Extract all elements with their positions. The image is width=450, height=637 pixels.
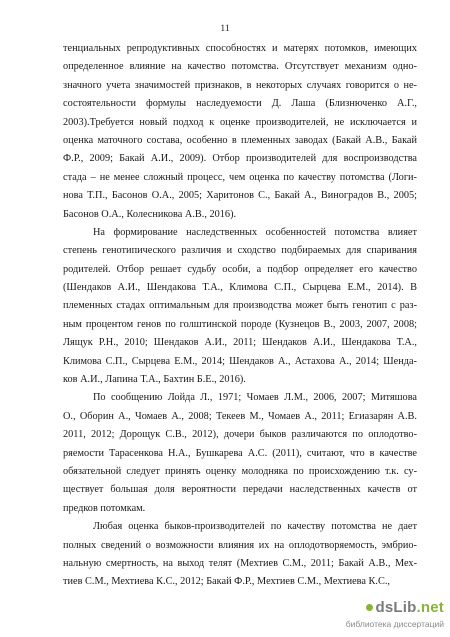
text-line: тиев С.М., Мехтиева К.С., 2012; Бакай Ф.Р., Мехтиев С.М., Мехтиева К.С., <box>63 576 390 588</box>
text-line: Климова С.П., Сырцева Е.М., 2014; Шендаков А., Астахова А., 2014; Шенда- <box>63 355 417 367</box>
paragraph <box>63 224 417 390</box>
text-line: состоятельности формулы наследуемости Д. Лаша (Близнюченко А.Г., <box>63 98 417 110</box>
text-line: стада – не менее сложный процесс, чем оценка по качеству потомства (Логи- <box>63 171 417 183</box>
page-number: 11 <box>220 24 230 34</box>
watermark-logo-suffix: .net <box>416 599 444 616</box>
text-line: степень генотипического различия и сходство подбираемых для спаривания <box>63 245 417 257</box>
text-line: нальную смертность, на выход телят (Мехтиев С.М., 2011; Бакай А.В., Мех- <box>63 557 417 569</box>
watermark-dot-icon <box>366 604 373 611</box>
body-text <box>63 40 417 592</box>
text-line: На формирование наследственных особенностей потомства влияет <box>93 226 417 238</box>
text-line: тенциальных репродуктивных способностях и матерях потомков, имеющих <box>63 43 417 54</box>
text-line: Ф.Р., 2009; Бакай А.И., 2009). Отбор производителей для воспроизводства <box>63 153 417 165</box>
paragraph <box>63 389 417 518</box>
text-line: оценка маточного состава, особенно в племенных заводах (Бакай А.В., Бакай <box>63 134 417 146</box>
text-line: Любая оценка быков-производителей по качеству потомства не дает <box>93 521 417 533</box>
text-line: Лящук Р.Н., 2010; Шендаков А.И., 2011; Шендаков А.И., Шендакова Т.А., <box>63 337 417 349</box>
watermark-caption: библиотека диссертаций <box>345 619 444 629</box>
text-line: Басонов О.А., Колесникова А.В., 2016). <box>63 208 237 220</box>
text-line: нова Т.П., Басонов О.А., 2005; Харитонов С., Бакай А., Виноградов В., 2005; <box>63 190 417 202</box>
watermark-logo-text: dsLib <box>375 599 417 616</box>
text-line: ряемости Тарасенкова Н.А., Бушкарева А.С. (2011), считают, что в качестве <box>63 447 417 459</box>
text-line: определенное влияние на качество потомства. Отсутствует механизм одно- <box>63 61 417 73</box>
watermark-logo <box>366 599 444 616</box>
text-line: обязательной следует принять оценку молодняка по происхождению т.к. су- <box>63 465 417 477</box>
text-line: родителей. Отбор решает судьбу особи, а подбор определяет его качество <box>63 263 417 275</box>
text-line: ным процентом генов по голштинской породе (Кузнецов В., 2003, 2007, 2008; <box>63 318 417 330</box>
text-line: ществует большая доля вероятности передачи наследственных качеств от <box>63 484 417 496</box>
text-line: (Шендаков А.И., Шендакова Т.А., Климова С.П., Сырцева Е.М., 2014). В <box>63 282 417 294</box>
text-line: О., Оборин А., Чомаев А., 2008; Текеев М., Чомаев А., 2011; Егиазарян А.В. <box>63 410 417 422</box>
text-line: значного учета значимостей признаков, в некоторых случаях говорится о не- <box>63 79 417 91</box>
text-line: предков потомкам. <box>63 502 146 514</box>
text-line: 2011, 2012; Дорощук С.В., 2012), дочери быков различаются по оплодотво- <box>63 429 417 441</box>
text-line: полных сведений о возможности влияния их на оплодотворяемость, эмбрио- <box>63 539 417 551</box>
paragraph <box>63 40 417 224</box>
text-line: племенных стадах оптимальным для производства может быть генотип с раз- <box>63 300 417 312</box>
text-line: ков А.И., Лапина Т.А., Бахтин Б.Е., 2016). <box>63 374 246 386</box>
paragraph <box>63 518 417 592</box>
text-line: 2003).Требуется новый подход к оценке производителей, не исключается и <box>63 116 417 128</box>
watermark[interactable] <box>326 599 446 633</box>
text-line: По сообщению Лойда Л., 1971; Чомаев Л.М., 2006, 2007; Митяшова <box>93 392 417 404</box>
